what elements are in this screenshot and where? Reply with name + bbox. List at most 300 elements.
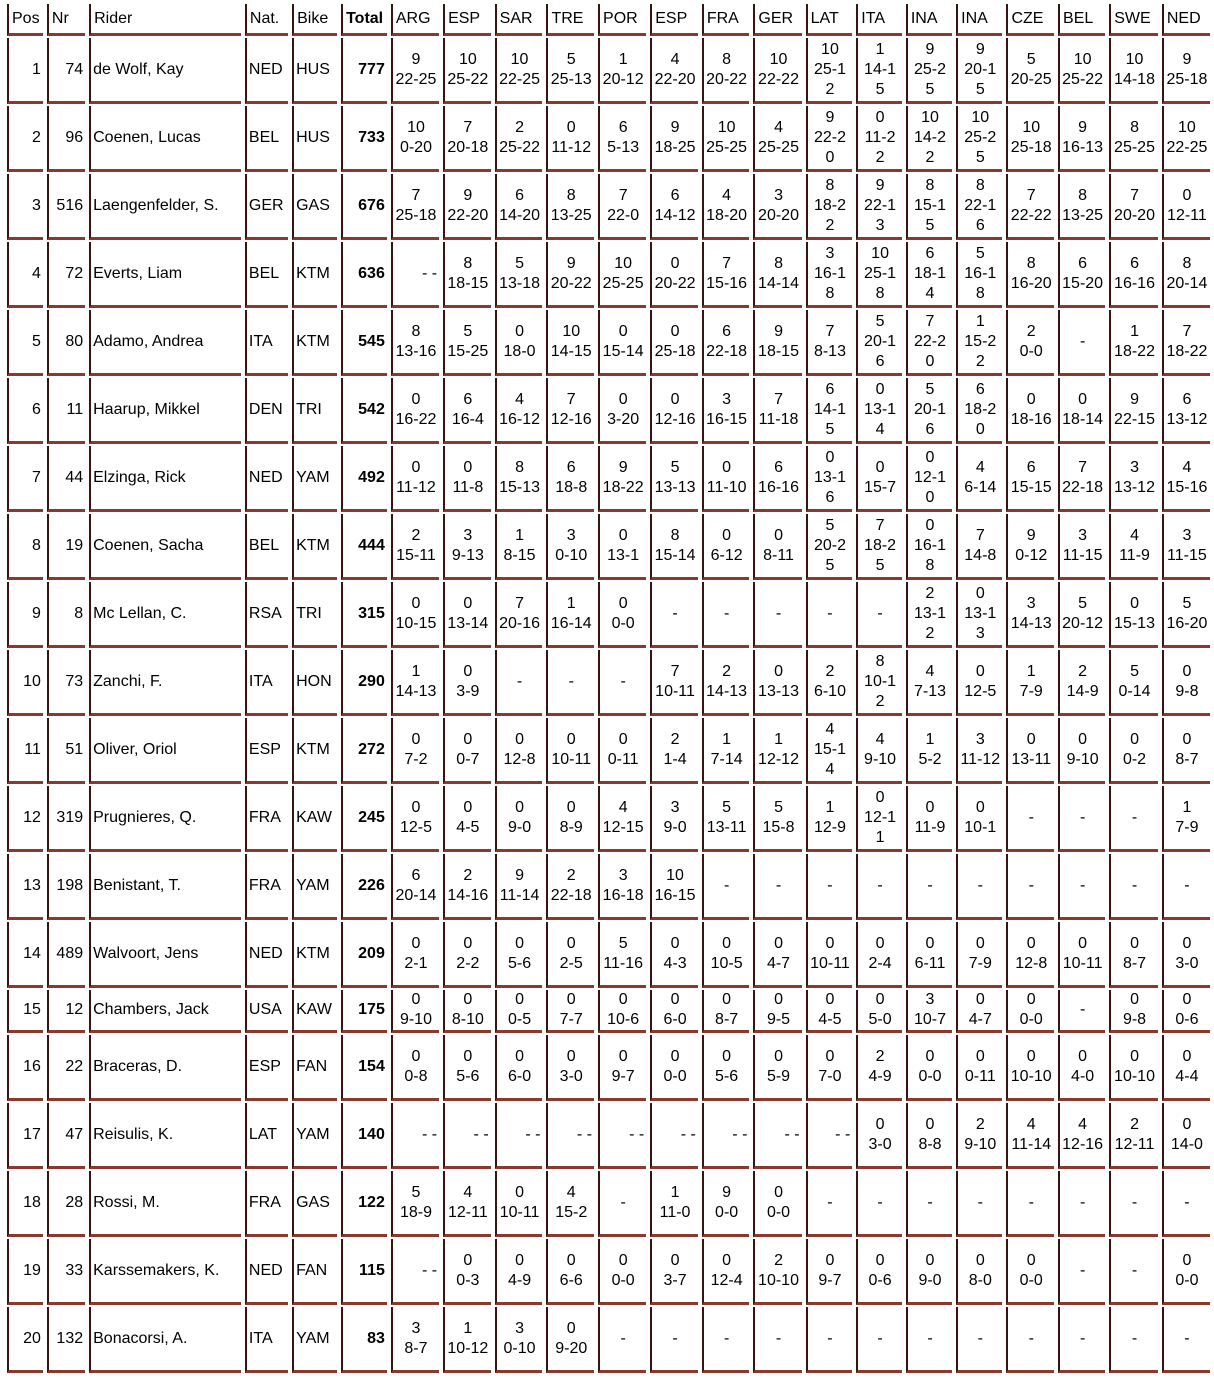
race-heat-results: -: [775, 876, 782, 894]
cell-race-result: [1109, 854, 1158, 920]
race-heat-results: 0-20: [399, 138, 432, 156]
race-points: 0: [618, 594, 628, 612]
column-header-race-12: CZE: [1006, 4, 1054, 36]
race-heat-results: 13-16: [813, 468, 846, 506]
race-heat-results: 20-12: [1062, 614, 1104, 632]
cell-race-result: [856, 446, 902, 512]
race-points: 0: [925, 1047, 935, 1065]
race-points: 9: [411, 50, 421, 68]
race-points: 1: [1130, 322, 1139, 340]
race-heat-results: 7-9: [968, 954, 992, 972]
cell-race-result: [956, 514, 1002, 580]
race-points: 5: [1078, 594, 1088, 612]
race-points: 0: [975, 1047, 985, 1065]
cell-race-result: [906, 38, 952, 104]
cell-race-result: [702, 650, 750, 716]
race-heat-results: 12-16: [1062, 1135, 1104, 1153]
cell-race-result: [702, 582, 750, 648]
table-row: [7, 446, 1210, 512]
race-points: 1: [925, 730, 935, 748]
race-points: 1: [463, 1319, 473, 1337]
race-points: 7: [515, 594, 524, 612]
race-heat-results: - -: [421, 1125, 438, 1143]
cell-nat: LAT: [245, 1103, 288, 1169]
race-heat-results: 12-11: [1167, 206, 1207, 224]
cell-race-result: [753, 106, 801, 172]
cell-race-result: [1058, 718, 1105, 784]
cell-race-result: [546, 1239, 594, 1305]
cell-race-result: [1109, 786, 1158, 852]
cell-bike: TRI: [292, 378, 337, 444]
race-points: 0: [774, 526, 783, 544]
race-heat-results: 25-22: [499, 138, 541, 156]
cell-race-result: [391, 1035, 439, 1101]
cell-race-result: [495, 1035, 543, 1101]
race-points: 3: [1078, 526, 1088, 544]
cell-total: 272: [341, 718, 387, 784]
cell-pos: 4: [7, 242, 43, 308]
cell-race-result: [1109, 1035, 1158, 1101]
race-heat-results: 22-25: [499, 70, 541, 88]
race-points: 0: [774, 934, 783, 952]
race-points: 5: [1182, 594, 1192, 612]
cell-race-result: [598, 718, 646, 784]
cell-race-result: [546, 1035, 594, 1101]
race-heat-results: 8-7: [715, 1011, 739, 1028]
race-points: 7: [1026, 186, 1036, 204]
cell-rider: Chambers, Jack: [89, 990, 241, 1033]
race-heat-results: 13-11: [706, 818, 747, 836]
cell-race-result: [1109, 38, 1158, 104]
race-points: 0: [1026, 390, 1036, 408]
race-points: 8: [670, 526, 680, 544]
race-heat-results: 15-2: [555, 1203, 588, 1221]
race-points: 7: [618, 186, 628, 204]
cell-race-result: [546, 718, 594, 784]
race-points: 8: [1130, 118, 1139, 136]
cell-rider: Laengenfelder, S.: [89, 174, 241, 240]
cell-race-result: [598, 650, 646, 716]
cell-race-result: [391, 582, 439, 648]
race-heat-results: 10-5: [710, 954, 743, 972]
cell-nat: NED: [245, 446, 288, 512]
race-points: 6: [774, 458, 783, 476]
cell-race-result: [1109, 378, 1158, 444]
cell-race-result: [753, 650, 801, 716]
race-points: 6: [566, 458, 576, 476]
cell-race-result: [495, 650, 543, 716]
race-points: 4: [825, 720, 835, 738]
race-points: 2: [1130, 1115, 1139, 1133]
race-heat-results: 0-3: [456, 1271, 480, 1289]
cell-bike: KTM: [292, 514, 337, 580]
cell-race-result: [1162, 922, 1210, 988]
cell-nat: FRA: [245, 786, 288, 852]
race-heat-results: 18-14: [913, 264, 947, 302]
cell-race-result: [650, 922, 698, 988]
race-points: 10: [971, 108, 990, 126]
cell-race-result: [702, 242, 750, 308]
race-points: 9: [774, 322, 783, 340]
race-points: 8: [875, 652, 885, 670]
cell-nat: RSA: [245, 582, 288, 648]
race-heat-results: 0-11: [964, 1067, 996, 1085]
race-points: 6: [1026, 458, 1036, 476]
cell-race-result: [1006, 1307, 1054, 1373]
cell-race-result: [856, 854, 902, 920]
cell-race-result: [1006, 242, 1054, 308]
race-points: 0: [875, 380, 885, 398]
cell-race-result: [906, 922, 952, 988]
race-heat-results: 10-11: [655, 682, 695, 700]
cell-race-result: [546, 990, 594, 1033]
race-heat-results: 22-22: [758, 70, 799, 88]
cell-nr: 22: [47, 1035, 85, 1101]
cell-race-result: [391, 786, 439, 852]
cell-bike: KTM: [292, 310, 337, 376]
race-points: 0: [463, 594, 473, 612]
cell-race-result: [806, 854, 853, 920]
race-points: 0: [463, 1251, 473, 1269]
column-header-race-6: FRA: [702, 4, 750, 36]
race-heat-results: 11-18: [758, 410, 799, 428]
race-heat-results: 12-5: [399, 818, 432, 836]
cell-race-result: [806, 1171, 853, 1237]
race-points: 1: [1026, 662, 1036, 680]
race-heat-results: 15-11: [396, 546, 436, 564]
cell-race-result: [443, 106, 491, 172]
cell-race-result: [598, 786, 646, 852]
cell-race-result: [1162, 446, 1210, 512]
cell-pos: 10: [7, 650, 43, 716]
column-header-race-1: ESP: [443, 4, 491, 36]
cell-race-result: [906, 1239, 952, 1305]
race-points: 10: [1178, 118, 1196, 136]
table-row: [7, 1171, 1210, 1237]
race-points: 9: [515, 866, 524, 884]
race-heat-results: 9-8: [1122, 1011, 1147, 1028]
cell-race-result: [806, 242, 853, 308]
race-points: 7: [411, 186, 421, 204]
race-heat-results: 11-9: [1119, 546, 1150, 564]
race-points: 4: [1078, 1115, 1088, 1133]
race-heat-results: 7-9: [1019, 682, 1043, 700]
cell-race-result: [598, 922, 646, 988]
race-points: 1: [670, 1183, 680, 1201]
race-points: 0: [463, 934, 473, 952]
cell-race-result: [806, 922, 853, 988]
cell-race-result: [598, 310, 646, 376]
cell-race-result: [1058, 242, 1105, 308]
race-points: 0: [875, 1251, 885, 1269]
cell-race-result: [806, 38, 853, 104]
cell-race-result: [495, 174, 543, 240]
race-heat-results: 7-14: [710, 750, 743, 768]
race-points: 4: [566, 1183, 576, 1201]
race-heat-results: 16-18: [602, 886, 644, 904]
cell-race-result: [1109, 242, 1158, 308]
column-header-pos: Pos: [7, 4, 43, 36]
column-header-race-13: BEL: [1058, 4, 1105, 36]
race-heat-results: 12-12: [758, 750, 799, 768]
race-heat-results: 7-0: [818, 1067, 842, 1085]
race-points: 3: [925, 991, 935, 1008]
race-heat-results: 20-14: [395, 886, 437, 904]
cell-race-result: [906, 786, 952, 852]
race-points: 0: [411, 594, 421, 612]
cell-race-result: [443, 1103, 491, 1169]
race-heat-results: 13-18: [499, 274, 541, 292]
cell-race-result: [598, 854, 646, 920]
cell-race-result: [650, 1239, 698, 1305]
race-heat-results: 18-15: [447, 274, 489, 292]
cell-race-result: [598, 990, 646, 1033]
cell-race-result: [956, 990, 1002, 1033]
race-heat-results: 22-13: [864, 196, 897, 234]
cell-race-result: [906, 446, 952, 512]
cell-race-result: [753, 1239, 801, 1305]
cell-race-result: [443, 378, 491, 444]
race-points: 0: [875, 1115, 885, 1133]
race-heat-results: 18-22: [602, 478, 644, 496]
cell-race-result: [806, 446, 853, 512]
race-heat-results: 18-22: [1114, 342, 1155, 360]
race-points: 10: [1022, 118, 1041, 136]
race-heat-results: 14-15: [864, 60, 897, 98]
column-header-race-3: TRE: [546, 4, 594, 36]
race-points: 5: [875, 312, 885, 330]
race-points: 1: [975, 312, 985, 330]
race-points: 5: [670, 458, 680, 476]
cell-nat: ESP: [245, 718, 288, 784]
race-heat-results: 13-1: [607, 546, 640, 564]
cell-rider: Benistant, T.: [89, 854, 241, 920]
race-points: 5: [566, 50, 576, 68]
race-points: 6: [825, 380, 835, 398]
cell-race-result: [702, 514, 750, 580]
race-heat-results: 8-15: [503, 546, 536, 564]
cell-race-result: [443, 514, 491, 580]
race-points: 7: [925, 312, 935, 330]
race-heat-results: 22-18: [1062, 478, 1104, 496]
cell-race-result: [856, 990, 902, 1033]
cell-nr: 28: [47, 1171, 85, 1237]
cell-race-result: [598, 242, 646, 308]
race-points: 0: [618, 1251, 628, 1269]
cell-race-result: [753, 990, 801, 1033]
race-heat-results: 9-8: [1175, 682, 1199, 700]
cell-race-result: [391, 1307, 439, 1373]
column-header-race-14: SWE: [1109, 4, 1158, 36]
race-heat-results: 3-0: [868, 1135, 892, 1153]
race-points: 9: [925, 40, 935, 58]
cell-race-result: [1006, 1103, 1054, 1169]
race-heat-results: -: [1079, 1193, 1086, 1211]
race-heat-results: -: [1131, 1261, 1138, 1279]
cell-race-result: [1058, 990, 1105, 1033]
race-heat-results: 0-0: [1019, 342, 1043, 360]
cell-total: 315: [341, 582, 387, 648]
race-heat-results: 18-25: [864, 536, 897, 574]
race-heat-results: -: [1079, 808, 1086, 826]
cell-race-result: [1058, 922, 1105, 988]
cell-race-result: [391, 1239, 439, 1305]
race-heat-results: 6-0: [507, 1067, 532, 1085]
cell-race-result: [856, 1307, 902, 1373]
race-points: 2: [975, 1115, 985, 1133]
race-points: 6: [463, 390, 473, 408]
race-points: 0: [463, 991, 473, 1008]
race-heat-results: -: [1079, 1001, 1086, 1018]
cell-bike: KTM: [292, 242, 337, 308]
cell-race-result: [1162, 1171, 1210, 1237]
race-heat-results: 20-20: [1114, 206, 1155, 224]
race-points: 0: [722, 458, 732, 476]
race-points: 0: [618, 322, 628, 340]
column-header-race-0: ARG: [391, 4, 439, 36]
cell-race-result: [443, 1035, 491, 1101]
cell-race-result: [1109, 582, 1158, 648]
race-heat-results: 12-4: [710, 1271, 743, 1289]
cell-race-result: [650, 310, 698, 376]
cell-nr: 19: [47, 514, 85, 580]
cell-race-result: [806, 718, 853, 784]
cell-race-result: [1109, 174, 1158, 240]
cell-race-result: [443, 786, 491, 852]
cell-race-result: [1109, 310, 1158, 376]
cell-race-result: [806, 378, 853, 444]
cell-race-result: [1058, 38, 1105, 104]
cell-pos: 5: [7, 310, 43, 376]
table-row: [7, 1035, 1210, 1101]
race-heat-results: 7-7: [559, 1011, 583, 1028]
race-heat-results: -: [877, 876, 883, 894]
cell-race-result: [650, 854, 698, 920]
cell-race-result: [650, 1103, 698, 1169]
cell-race-result: [598, 446, 646, 512]
race-points: 0: [975, 1251, 985, 1269]
race-heat-results: 12-9: [813, 818, 846, 836]
column-header-nat: Nat.: [245, 4, 288, 36]
race-points: 3: [1026, 594, 1036, 612]
race-heat-results: 13-12: [1166, 410, 1208, 428]
race-heat-results: -: [1028, 808, 1034, 826]
race-heat-results: 9-7: [611, 1067, 635, 1085]
race-heat-results: 5-13: [607, 138, 640, 156]
table-row: [7, 242, 1210, 308]
race-heat-results: 10-11: [1062, 954, 1103, 972]
cell-race-result: [856, 38, 902, 104]
race-heat-results: 0-0: [611, 1271, 635, 1289]
cell-race-result: [753, 1171, 801, 1237]
race-points: 0: [566, 991, 576, 1008]
race-points: 0: [875, 788, 885, 806]
race-points: 0: [1130, 594, 1139, 612]
race-heat-results: 8-11: [763, 546, 794, 564]
race-points: 9: [670, 118, 680, 136]
race-points: 0: [515, 1047, 524, 1065]
cell-race-result: [1162, 106, 1210, 172]
race-points: 5: [825, 516, 835, 534]
race-heat-results: 12-5: [964, 682, 997, 700]
race-points: 0: [875, 991, 885, 1008]
cell-race-result: [956, 242, 1002, 308]
race-heat-results: - -: [576, 1125, 593, 1143]
cell-race-result: [1162, 38, 1210, 104]
race-points: 9: [722, 1183, 732, 1201]
race-points: 1: [411, 662, 421, 680]
race-heat-results: -: [977, 1329, 983, 1347]
race-points: 0: [1182, 662, 1192, 680]
cell-pos: 3: [7, 174, 43, 240]
race-heat-results: -: [1131, 1329, 1138, 1347]
cell-race-result: [391, 922, 439, 988]
cell-pos: 15: [7, 990, 43, 1033]
race-heat-results: 14-16: [447, 886, 489, 904]
race-points: 0: [411, 390, 421, 408]
race-points: 6: [618, 118, 628, 136]
table-row: [7, 378, 1210, 444]
race-heat-results: 15-14: [654, 546, 696, 564]
race-heat-results: 4-5: [456, 818, 480, 836]
race-points: 0: [515, 991, 524, 1008]
race-points: 3: [411, 1319, 421, 1337]
column-header-rider: Rider: [89, 4, 241, 36]
cell-pos: 11: [7, 718, 43, 784]
cell-race-result: [546, 854, 594, 920]
race-heat-results: 18-20: [706, 206, 748, 224]
race-points: 4: [722, 186, 732, 204]
cell-race-result: [391, 174, 439, 240]
cell-race-result: [1006, 786, 1054, 852]
cell-race-result: [546, 650, 594, 716]
race-points: 0: [566, 798, 576, 816]
race-heat-results: 9-13: [451, 546, 484, 564]
race-heat-results: 11-12: [551, 138, 592, 156]
race-heat-results: 11-14: [1011, 1135, 1052, 1153]
race-heat-results: 20-15: [964, 60, 997, 98]
race-points: 8: [1026, 254, 1036, 272]
cell-nat: BEL: [245, 106, 288, 172]
cell-race-result: [1058, 582, 1105, 648]
cell-race-result: [956, 718, 1002, 784]
race-points: 4: [670, 50, 680, 68]
race-heat-results: -: [1028, 1193, 1034, 1211]
race-heat-results: -: [877, 1193, 883, 1211]
cell-pos: 6: [7, 378, 43, 444]
table-row: [7, 1103, 1210, 1169]
cell-race-result: [1162, 378, 1210, 444]
race-heat-results: -: [1184, 1193, 1190, 1211]
race-points: 10: [871, 244, 889, 262]
race-heat-results: 10-10: [1010, 1067, 1052, 1085]
race-heat-results: 14-13: [1010, 614, 1052, 632]
race-heat-results: 16-12: [499, 410, 541, 428]
cell-pos: 8: [7, 514, 43, 580]
column-header-race-2: SAR: [495, 4, 543, 36]
race-points: 8: [975, 176, 985, 194]
cell-race-result: [1162, 786, 1210, 852]
cell-race-result: [856, 582, 902, 648]
race-heat-results: 9-7: [818, 1271, 842, 1289]
cell-rider: Oliver, Oriol: [89, 718, 241, 784]
race-points: 0: [463, 730, 473, 748]
race-points: 1: [722, 730, 732, 748]
race-points: 0: [670, 991, 680, 1008]
race-points: 0: [670, 322, 680, 340]
cell-race-result: [650, 106, 698, 172]
race-points: 10: [666, 866, 684, 884]
